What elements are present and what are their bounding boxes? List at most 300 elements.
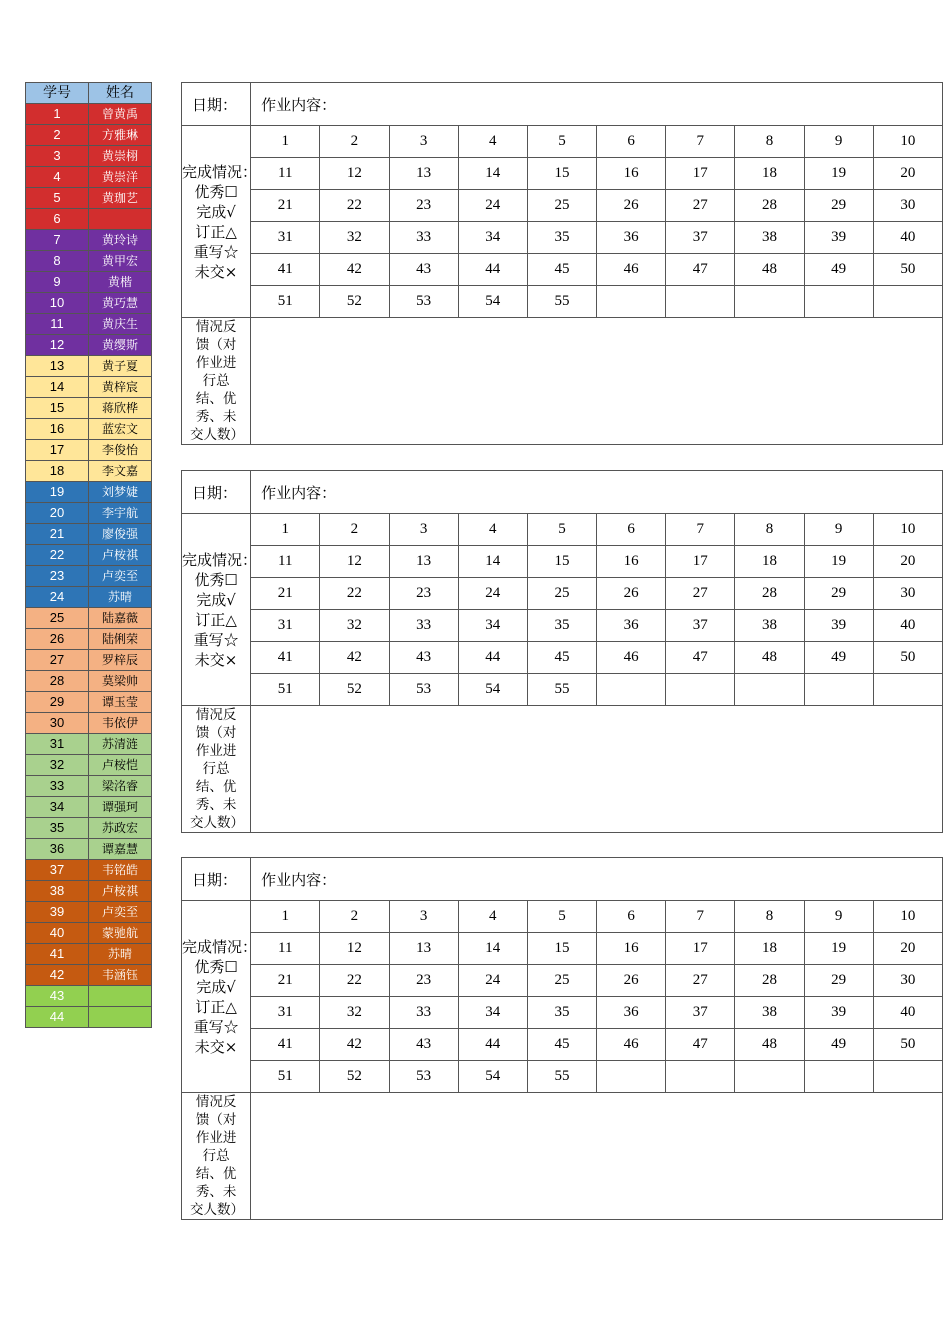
student-number: 40 <box>26 923 89 944</box>
student-number-cell[interactable]: 24 <box>458 578 527 610</box>
student-number-cell[interactable]: 14 <box>458 158 527 190</box>
student-number-cell[interactable]: 31 <box>251 222 320 254</box>
student-name: 韦涵钰 <box>89 965 152 986</box>
student-number: 11 <box>26 314 89 335</box>
student-number-cell[interactable]: 53 <box>389 1061 458 1093</box>
student-number-cell[interactable]: 50 <box>873 642 942 674</box>
student-number-cell[interactable]: 13 <box>389 546 458 578</box>
student-number-cell[interactable]: 39 <box>804 997 873 1029</box>
student-number-cell[interactable]: 34 <box>458 222 527 254</box>
student-number-cell[interactable]: 13 <box>389 158 458 190</box>
student-name: 陆俐荣 <box>89 629 152 650</box>
number-row <box>182 286 943 318</box>
number-row <box>182 610 943 642</box>
completion-status-legend <box>182 514 258 706</box>
student-number-cell[interactable]: 35 <box>527 222 596 254</box>
number-row <box>182 190 943 222</box>
student-number-cell[interactable]: 12 <box>320 158 389 190</box>
student-number-cell[interactable]: 48 <box>735 1029 804 1061</box>
student-name: 黄缨斯 <box>89 335 152 356</box>
student-number-cell[interactable]: 28 <box>735 190 804 222</box>
student-number-cell[interactable]: 25 <box>527 190 596 222</box>
student-number-cell[interactable] <box>873 286 942 318</box>
student-number-cell[interactable]: 25 <box>527 965 596 997</box>
content-field[interactable]: 作业内容： <box>251 471 943 514</box>
student-number-cell[interactable]: 12 <box>320 933 389 965</box>
student-roster-table <box>25 82 152 1028</box>
status-line: 完成情况： <box>182 550 258 569</box>
homework-record-block <box>181 470 943 833</box>
status-line: 完成√ <box>196 590 236 609</box>
roster-header-name: 姓名 <box>89 83 152 104</box>
roster-row <box>26 650 152 671</box>
student-number-cell[interactable] <box>873 1061 942 1093</box>
student-number-cell[interactable]: 49 <box>804 642 873 674</box>
date-field[interactable]: 日期： <box>182 471 251 514</box>
feedback-field[interactable] <box>251 1093 943 1220</box>
status-line: 重写☆ <box>193 1017 239 1036</box>
student-number: 31 <box>26 734 89 755</box>
student-number-cell[interactable] <box>597 674 666 706</box>
student-number-cell[interactable]: 17 <box>666 546 735 578</box>
student-number-cell[interactable]: 53 <box>389 674 458 706</box>
student-name <box>89 986 152 1007</box>
roster-row <box>26 839 152 860</box>
student-number-cell[interactable] <box>597 1061 666 1093</box>
student-number-cell[interactable] <box>804 1061 873 1093</box>
student-number-cell[interactable]: 6 <box>597 901 666 933</box>
student-number-cell[interactable] <box>666 674 735 706</box>
feedback-label: 情况反馈（对作业进行总结、优秀、未交人数） <box>182 706 251 833</box>
student-number: 12 <box>26 335 89 356</box>
student-name: 方雅琳 <box>89 125 152 146</box>
student-name: 黄崇洋 <box>89 167 152 188</box>
student-name: 谭强珂 <box>89 797 152 818</box>
student-number-cell[interactable]: 8 <box>735 514 804 546</box>
roster-row <box>26 755 152 776</box>
student-number-cell[interactable]: 46 <box>597 254 666 286</box>
student-number-cell[interactable]: 3 <box>389 126 458 158</box>
student-number-cell[interactable]: 23 <box>389 578 458 610</box>
student-number-cell[interactable]: 55 <box>527 286 596 318</box>
student-number-cell[interactable]: 38 <box>735 222 804 254</box>
student-number-cell[interactable]: 5 <box>527 126 596 158</box>
student-number-cell[interactable]: 27 <box>666 578 735 610</box>
student-number-cell[interactable]: 26 <box>597 965 666 997</box>
roster-row <box>26 902 152 923</box>
student-number-cell[interactable]: 30 <box>873 190 942 222</box>
student-number-cell[interactable]: 38 <box>735 997 804 1029</box>
student-number-cell[interactable]: 36 <box>597 610 666 642</box>
student-number-cell[interactable]: 16 <box>597 546 666 578</box>
student-name: 黄楷 <box>89 272 152 293</box>
student-number-cell[interactable]: 51 <box>251 1061 320 1093</box>
student-number-cell[interactable]: 2 <box>320 901 389 933</box>
student-number-cell[interactable]: 9 <box>804 514 873 546</box>
student-number-cell[interactable]: 25 <box>527 578 596 610</box>
student-number-cell[interactable]: 6 <box>597 514 666 546</box>
student-number: 7 <box>26 230 89 251</box>
student-name: 刘梦婕 <box>89 482 152 503</box>
student-number-cell[interactable]: 14 <box>458 933 527 965</box>
roster-row <box>26 230 152 251</box>
student-number-cell[interactable]: 41 <box>251 254 320 286</box>
student-number-cell[interactable]: 35 <box>527 610 596 642</box>
student-number-cell[interactable]: 7 <box>666 901 735 933</box>
status-line: 订正△ <box>195 222 237 241</box>
student-number: 9 <box>26 272 89 293</box>
student-number-cell[interactable]: 43 <box>389 1029 458 1061</box>
student-number-cell[interactable]: 13 <box>389 933 458 965</box>
student-number-cell[interactable]: 33 <box>389 222 458 254</box>
student-number-cell[interactable]: 51 <box>251 286 320 318</box>
student-number-cell[interactable]: 27 <box>666 965 735 997</box>
status-line: 完成√ <box>196 202 236 221</box>
student-number-cell[interactable]: 26 <box>597 190 666 222</box>
student-number-cell[interactable]: 40 <box>873 997 942 1029</box>
student-number-cell[interactable]: 32 <box>320 997 389 1029</box>
student-name: 卢桉恺 <box>89 755 152 776</box>
student-number-cell[interactable]: 3 <box>389 514 458 546</box>
student-number-cell[interactable]: 35 <box>527 997 596 1029</box>
number-row <box>182 642 943 674</box>
homework-record-block <box>181 82 943 445</box>
number-row <box>182 1061 943 1093</box>
student-name: 陆嘉薇 <box>89 608 152 629</box>
number-row <box>182 965 943 997</box>
student-number-cell[interactable]: 29 <box>804 190 873 222</box>
student-number-cell[interactable]: 45 <box>527 642 596 674</box>
roster-row <box>26 818 152 839</box>
student-name: 黄巧慧 <box>89 293 152 314</box>
student-number-cell[interactable]: 26 <box>597 578 666 610</box>
student-number-cell[interactable]: 54 <box>458 674 527 706</box>
student-number-cell[interactable]: 23 <box>389 965 458 997</box>
roster-row <box>26 524 152 545</box>
student-number-cell[interactable]: 1 <box>251 514 320 546</box>
completion-status-legend <box>182 126 258 318</box>
student-number-cell[interactable]: 30 <box>873 578 942 610</box>
student-number: 1 <box>26 104 89 125</box>
student-number-cell[interactable]: 33 <box>389 610 458 642</box>
student-number-cell[interactable]: 24 <box>458 965 527 997</box>
student-number-cell[interactable]: 54 <box>458 286 527 318</box>
date-field[interactable]: 日期： <box>182 83 251 126</box>
student-number-cell[interactable]: 11 <box>251 158 320 190</box>
feedback-field[interactable] <box>251 318 943 445</box>
feedback-field[interactable] <box>251 706 943 833</box>
student-number: 3 <box>26 146 89 167</box>
student-number: 15 <box>26 398 89 419</box>
student-name: 李俊怡 <box>89 440 152 461</box>
student-number-cell[interactable]: 21 <box>251 578 320 610</box>
student-number-cell[interactable]: 4 <box>458 514 527 546</box>
student-number: 27 <box>26 650 89 671</box>
student-number: 10 <box>26 293 89 314</box>
student-number-cell[interactable]: 34 <box>458 997 527 1029</box>
student-number-cell[interactable]: 37 <box>666 610 735 642</box>
student-number-cell[interactable]: 43 <box>389 254 458 286</box>
student-number: 41 <box>26 944 89 965</box>
student-number: 44 <box>26 1007 89 1028</box>
student-number-cell[interactable]: 52 <box>320 674 389 706</box>
student-number: 39 <box>26 902 89 923</box>
completion-status-legend <box>182 901 258 1093</box>
date-field[interactable]: 日期： <box>182 858 251 901</box>
student-number-cell[interactable]: 9 <box>804 126 873 158</box>
student-number-cell[interactable]: 22 <box>320 190 389 222</box>
student-name: 苏清涟 <box>89 734 152 755</box>
student-number-cell[interactable]: 16 <box>597 158 666 190</box>
student-number-cell[interactable]: 22 <box>320 578 389 610</box>
status-line: 完成情况： <box>182 937 258 956</box>
content-field[interactable]: 作业内容： <box>251 858 943 901</box>
student-number-cell[interactable]: 22 <box>320 965 389 997</box>
roster-row <box>26 944 152 965</box>
student-number-cell[interactable]: 19 <box>804 546 873 578</box>
student-number-cell[interactable]: 7 <box>666 126 735 158</box>
student-number-cell[interactable]: 50 <box>873 1029 942 1061</box>
student-number-cell[interactable]: 23 <box>389 190 458 222</box>
student-number-cell[interactable]: 21 <box>251 190 320 222</box>
student-number-cell[interactable]: 5 <box>527 514 596 546</box>
roster-row <box>26 797 152 818</box>
student-number: 8 <box>26 251 89 272</box>
student-number-cell[interactable] <box>735 674 804 706</box>
student-name: 廖俊强 <box>89 524 152 545</box>
number-row <box>182 933 943 965</box>
student-number-cell[interactable]: 43 <box>389 642 458 674</box>
student-number-cell[interactable]: 28 <box>735 965 804 997</box>
student-number-cell[interactable]: 42 <box>320 1029 389 1061</box>
student-number-cell[interactable]: 42 <box>320 642 389 674</box>
student-number-cell[interactable]: 4 <box>458 901 527 933</box>
student-number-cell[interactable]: 52 <box>320 1061 389 1093</box>
student-number-cell[interactable]: 49 <box>804 1029 873 1061</box>
roster-row <box>26 419 152 440</box>
student-name: 韦铭皓 <box>89 860 152 881</box>
student-number-cell[interactable]: 21 <box>251 965 320 997</box>
student-number-cell[interactable]: 20 <box>873 933 942 965</box>
homework-record-block <box>181 857 943 1220</box>
block-header-row <box>182 858 943 901</box>
student-number: 5 <box>26 188 89 209</box>
student-name <box>89 209 152 230</box>
student-number-cell[interactable]: 8 <box>735 901 804 933</box>
student-number: 21 <box>26 524 89 545</box>
student-number-cell[interactable]: 55 <box>527 1061 596 1093</box>
student-number-cell[interactable] <box>804 674 873 706</box>
student-number-cell[interactable] <box>804 286 873 318</box>
student-number-cell[interactable]: 8 <box>735 126 804 158</box>
student-number-cell[interactable] <box>666 286 735 318</box>
student-number: 32 <box>26 755 89 776</box>
roster-row <box>26 608 152 629</box>
student-number: 43 <box>26 986 89 1007</box>
student-number-cell[interactable]: 40 <box>873 610 942 642</box>
roster-row <box>26 860 152 881</box>
student-number: 17 <box>26 440 89 461</box>
student-number-cell[interactable] <box>735 286 804 318</box>
student-number-cell[interactable]: 28 <box>735 578 804 610</box>
content-field[interactable]: 作业内容： <box>251 83 943 126</box>
student-number: 22 <box>26 545 89 566</box>
student-number-cell[interactable] <box>735 1061 804 1093</box>
student-number-cell[interactable]: 36 <box>597 222 666 254</box>
student-number-cell[interactable]: 11 <box>251 933 320 965</box>
student-number-cell[interactable]: 45 <box>527 1029 596 1061</box>
roster-row <box>26 923 152 944</box>
feedback-label: 情况反馈（对作业进行总结、优秀、未交人数） <box>182 1093 251 1220</box>
student-number: 28 <box>26 671 89 692</box>
student-number-cell[interactable]: 52 <box>320 286 389 318</box>
student-number-cell[interactable]: 41 <box>251 1029 320 1061</box>
student-number-cell[interactable]: 5 <box>527 901 596 933</box>
roster-row <box>26 566 152 587</box>
roster-row <box>26 272 152 293</box>
student-number-cell[interactable]: 10 <box>873 901 942 933</box>
student-number-cell[interactable]: 48 <box>735 642 804 674</box>
roster-row <box>26 1007 152 1028</box>
student-number: 16 <box>26 419 89 440</box>
student-number-cell[interactable]: 55 <box>527 674 596 706</box>
student-number: 35 <box>26 818 89 839</box>
roster-row <box>26 692 152 713</box>
student-number-cell[interactable]: 31 <box>251 610 320 642</box>
roster-row <box>26 104 152 125</box>
student-number-cell[interactable] <box>873 674 942 706</box>
student-number-cell[interactable]: 18 <box>735 546 804 578</box>
student-number-cell[interactable]: 17 <box>666 158 735 190</box>
student-number-cell[interactable]: 7 <box>666 514 735 546</box>
student-number-cell[interactable]: 46 <box>597 642 666 674</box>
student-number-cell[interactable]: 44 <box>458 254 527 286</box>
student-number-cell[interactable]: 9 <box>804 901 873 933</box>
student-name: 黄子夏 <box>89 356 152 377</box>
student-number-cell[interactable]: 54 <box>458 1061 527 1093</box>
student-number-cell[interactable]: 19 <box>804 158 873 190</box>
student-number-cell[interactable]: 1 <box>251 901 320 933</box>
student-number-cell[interactable]: 10 <box>873 514 942 546</box>
student-number-cell[interactable]: 39 <box>804 610 873 642</box>
student-number-cell[interactable]: 41 <box>251 642 320 674</box>
student-number-cell[interactable]: 27 <box>666 190 735 222</box>
status-line: 重写☆ <box>193 242 239 261</box>
student-name <box>89 1007 152 1028</box>
student-number-cell[interactable]: 16 <box>597 933 666 965</box>
student-number-cell[interactable]: 2 <box>320 126 389 158</box>
feedback-row <box>182 318 943 445</box>
student-number-cell[interactable]: 44 <box>458 1029 527 1061</box>
roster-row <box>26 503 152 524</box>
status-line: 优秀☐ <box>194 957 238 976</box>
student-number-cell[interactable]: 19 <box>804 933 873 965</box>
student-number-cell[interactable]: 2 <box>320 514 389 546</box>
student-number-cell[interactable]: 49 <box>804 254 873 286</box>
student-number-cell[interactable]: 32 <box>320 610 389 642</box>
roster-row <box>26 482 152 503</box>
student-number-cell[interactable]: 47 <box>666 254 735 286</box>
student-number: 24 <box>26 587 89 608</box>
student-number-cell[interactable]: 17 <box>666 933 735 965</box>
student-number: 26 <box>26 629 89 650</box>
student-number-cell[interactable]: 10 <box>873 126 942 158</box>
roster-header-row <box>26 83 152 104</box>
student-number: 20 <box>26 503 89 524</box>
student-number-cell[interactable]: 15 <box>527 933 596 965</box>
student-number-cell[interactable]: 24 <box>458 190 527 222</box>
student-number-cell[interactable]: 47 <box>666 1029 735 1061</box>
roster-row <box>26 587 152 608</box>
roster-row <box>26 188 152 209</box>
roster-row <box>26 671 152 692</box>
student-number-cell[interactable]: 3 <box>389 901 458 933</box>
number-row <box>182 674 943 706</box>
student-number-cell[interactable]: 29 <box>804 965 873 997</box>
student-number-cell[interactable]: 39 <box>804 222 873 254</box>
status-line: 未交× <box>194 1037 238 1056</box>
student-name: 卢奕至 <box>89 902 152 923</box>
student-name: 黄梓宸 <box>89 377 152 398</box>
student-number-cell[interactable]: 48 <box>735 254 804 286</box>
student-number-cell[interactable]: 50 <box>873 254 942 286</box>
roster-row <box>26 251 152 272</box>
status-line: 优秀☐ <box>194 182 238 201</box>
student-number-cell[interactable]: 15 <box>527 546 596 578</box>
student-number-cell[interactable]: 33 <box>389 997 458 1029</box>
student-number-cell[interactable]: 32 <box>320 222 389 254</box>
roster-row <box>26 398 152 419</box>
student-number-cell[interactable]: 14 <box>458 546 527 578</box>
student-number-cell[interactable]: 20 <box>873 158 942 190</box>
student-number-cell[interactable]: 18 <box>735 158 804 190</box>
student-number-cell[interactable]: 46 <box>597 1029 666 1061</box>
student-number-cell[interactable]: 42 <box>320 254 389 286</box>
number-row <box>182 901 943 933</box>
student-number-cell[interactable]: 51 <box>251 674 320 706</box>
student-number-cell[interactable]: 11 <box>251 546 320 578</box>
student-number-cell[interactable]: 40 <box>873 222 942 254</box>
student-number-cell[interactable]: 37 <box>666 997 735 1029</box>
student-number-cell[interactable]: 18 <box>735 933 804 965</box>
student-number: 30 <box>26 713 89 734</box>
student-number-cell[interactable]: 20 <box>873 546 942 578</box>
student-number-cell[interactable]: 47 <box>666 642 735 674</box>
number-row <box>182 546 943 578</box>
student-number-cell[interactable] <box>666 1061 735 1093</box>
student-number-cell[interactable]: 6 <box>597 126 666 158</box>
student-number-cell[interactable]: 30 <box>873 965 942 997</box>
student-number-cell[interactable]: 12 <box>320 546 389 578</box>
status-line: 重写☆ <box>193 630 239 649</box>
roster-row <box>26 461 152 482</box>
student-number-cell[interactable]: 29 <box>804 578 873 610</box>
student-number-cell[interactable]: 45 <box>527 254 596 286</box>
student-number-cell[interactable]: 15 <box>527 158 596 190</box>
student-number-cell[interactable]: 34 <box>458 610 527 642</box>
student-number-cell[interactable]: 1 <box>251 126 320 158</box>
student-number-cell[interactable]: 38 <box>735 610 804 642</box>
student-number-cell[interactable]: 31 <box>251 997 320 1029</box>
student-number-cell[interactable]: 37 <box>666 222 735 254</box>
block-header-row <box>182 83 943 126</box>
student-number-cell[interactable] <box>597 286 666 318</box>
student-number-cell[interactable]: 53 <box>389 286 458 318</box>
student-number: 19 <box>26 482 89 503</box>
student-number-cell[interactable]: 36 <box>597 997 666 1029</box>
student-number-cell[interactable]: 44 <box>458 642 527 674</box>
student-number-cell[interactable]: 4 <box>458 126 527 158</box>
